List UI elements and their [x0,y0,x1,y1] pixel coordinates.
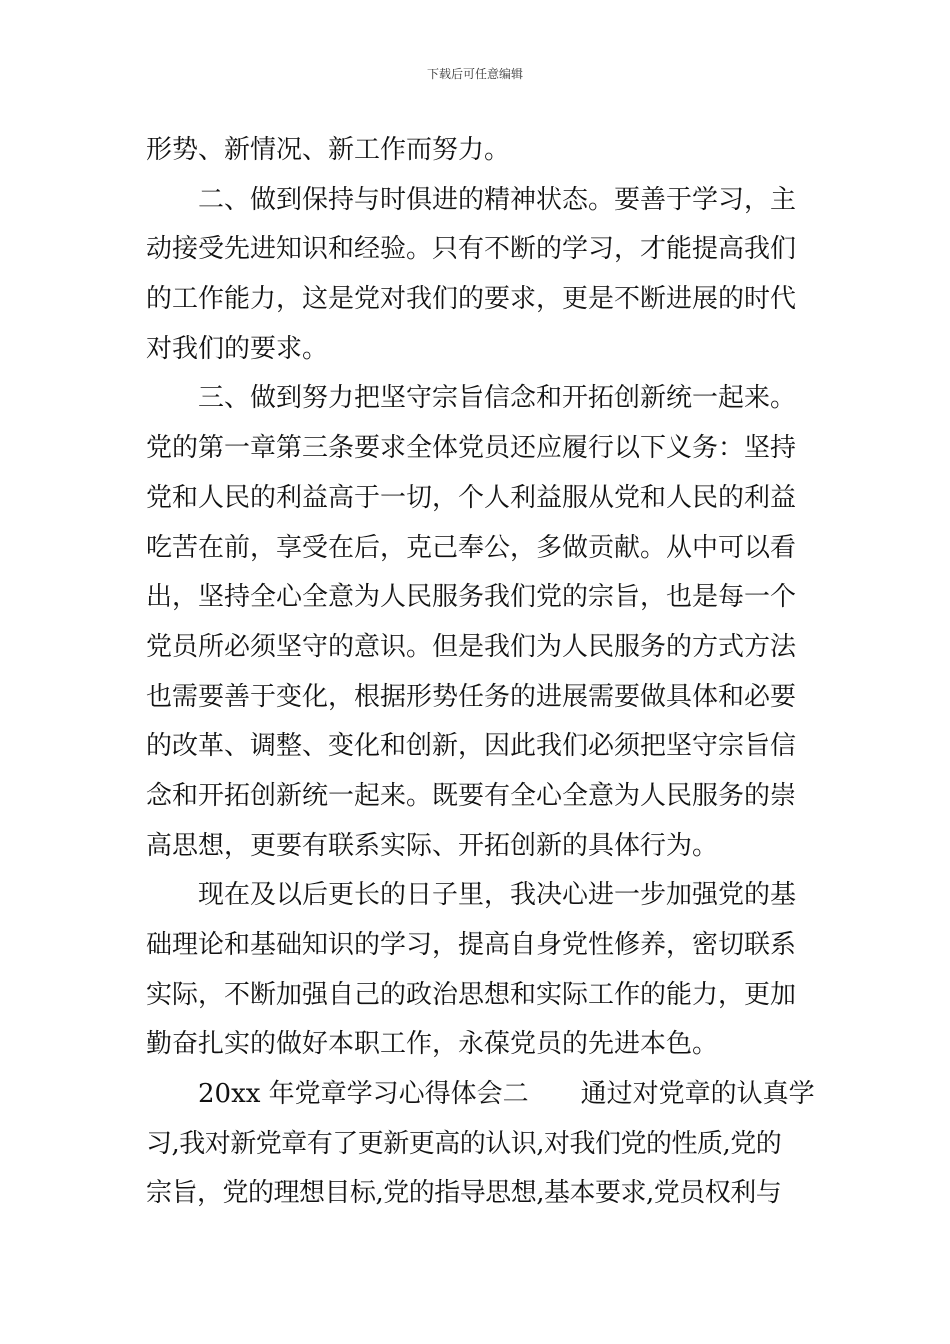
text-line: 党和人民的利益高于一切，个人利益服从党和人民的利益 [146,482,797,513]
text-line: 实际，不断加强自己的政治思想和实际工作的能力，更加 [146,979,797,1010]
text-line: 础理论和基础知识的学习，提高自身党性修养，密切联系 [146,930,797,960]
text-line: 出，坚持全心全意为人民服务我们党的宗旨，也是每一个 [146,582,797,613]
text-line: 吃苦在前，享受在后，克己奉公，多做贡献。从中可以看 [146,532,797,563]
text-line: 习,我对新党章有了更新更高的认识,对我们党的性质,党的 [146,1128,782,1159]
paragraph-start-line: 二、做到保持与时俱进的精神状态。要善于学习，主 [198,184,797,215]
text-line: 动接受先进知识和经验。只有不断的学习，才能提高我们 [146,234,797,265]
text-line: 勤奋扎实的做好本职工作，永葆党员的先进本色。 [146,1029,719,1060]
text-line: 党的第一章第三条要求全体党员还应履行以下义务：坚持 [146,433,797,464]
paragraph-start-line: 现在及以后更长的日子里，我决心进一步加强党的基 [198,880,797,911]
text-line: 高思想，更要有联系实际、开拓创新的具体行为。 [146,830,719,861]
text-line: 党员所必须坚守的意识。但是我们为人民服务的方式方法 [146,631,797,662]
text-line: 也需要善于变化，根据形势任务的进展需要做具体和必要 [146,681,797,712]
page-header-note: 下载后可任意编辑 [426,67,523,81]
text-line: 的改革、调整、变化和创新，因此我们必须把坚守宗旨信 [146,731,797,762]
text-line: 念和开拓创新统一起来。既要有全心全意为人民服务的崇 [146,780,797,811]
section-title-line: 20xx 年党章学习心得体会二 通过对党章的认真学 [198,1079,815,1110]
text-line: 对我们的要求。 [146,333,329,364]
paragraph-start-line: 三、做到努力把坚守宗旨信念和开拓创新统一起来。 [198,383,797,414]
text-line: 宗旨，党的理想目标,党的指导思想,基本要求,党员权利与 [146,1178,782,1209]
text-line: 的工作能力，这是党对我们的要求，更是不断进展的时代 [146,284,797,315]
text-line: 形势、新情况、新工作而努力。 [146,135,511,165]
document-body [146,126,815,1219]
